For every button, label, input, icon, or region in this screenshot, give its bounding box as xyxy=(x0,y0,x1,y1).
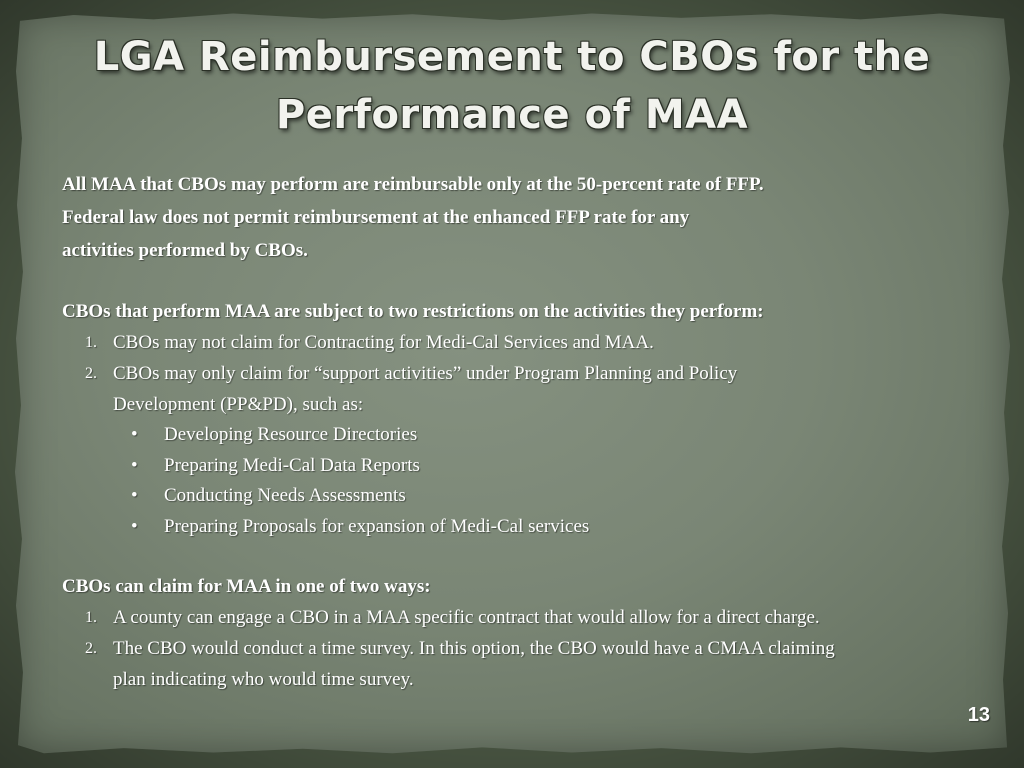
bullet-icon: • xyxy=(131,515,138,537)
claim-way-item xyxy=(62,602,982,633)
bullet-text: Conducting Needs Assessments xyxy=(164,485,406,506)
bullet-item xyxy=(62,420,982,451)
item-number: 2. xyxy=(85,640,97,657)
intro-paragraph xyxy=(62,168,982,267)
bullet-text: Developing Resource Directories xyxy=(164,424,418,445)
bullet-item xyxy=(62,481,982,512)
item-number: 2. xyxy=(85,365,97,382)
item-number: 1. xyxy=(85,609,97,626)
intro-line: All MAA that CBOs may perform are reimbursable only at the 50-percent rate of FFP. xyxy=(62,174,764,195)
item-text: plan indicating who would time survey. xyxy=(113,669,414,690)
claim-way-item xyxy=(62,633,982,695)
bullet-text: Preparing Medi-Cal Data Reports xyxy=(164,454,420,476)
slide-title xyxy=(0,28,1024,144)
title-line-2: Performance of MAA xyxy=(275,92,749,138)
title-line-1: LGA Reimbursement to CBOs for the xyxy=(93,34,931,80)
intro-line: Federal law does not permit reimbursement at the enhanced FFP rate for any xyxy=(62,207,690,228)
bullet-text: Preparing Proposals for expansion of Medi-Cal services xyxy=(164,515,590,537)
item-text: CBOs may not claim for Contracting for Medi-Cal Services and MAA. xyxy=(113,332,654,353)
bullet-icon: • xyxy=(131,424,138,445)
claim-ways-heading: CBOs can claim for MAA in one of two ways: xyxy=(62,576,431,597)
bullet-item xyxy=(62,512,982,543)
item-text: Development (PP&PD), such as: xyxy=(113,394,364,415)
item-number: 1. xyxy=(85,334,97,351)
bullet-icon: • xyxy=(131,485,138,506)
bullet-item xyxy=(62,451,982,482)
item-text: A county can engage a CBO in a MAA specific contract that would allow for a direct charge. xyxy=(113,607,820,628)
slide-body xyxy=(62,168,982,695)
intro-line: activities performed by CBOs. xyxy=(62,240,308,261)
restriction-item xyxy=(62,327,982,358)
item-text: CBOs may only claim for “support activities” under Program Planning and Policy xyxy=(113,363,738,384)
bullet-icon: • xyxy=(131,454,138,476)
page-number: 13 xyxy=(967,704,990,726)
restrictions-heading: CBOs that perform MAA are subject to two restrictions on the activities they perform: xyxy=(62,301,764,322)
item-text: The CBO would conduct a time survey. In this option, the CBO would have a CMAA claiming xyxy=(113,638,835,659)
restriction-item xyxy=(62,358,982,420)
